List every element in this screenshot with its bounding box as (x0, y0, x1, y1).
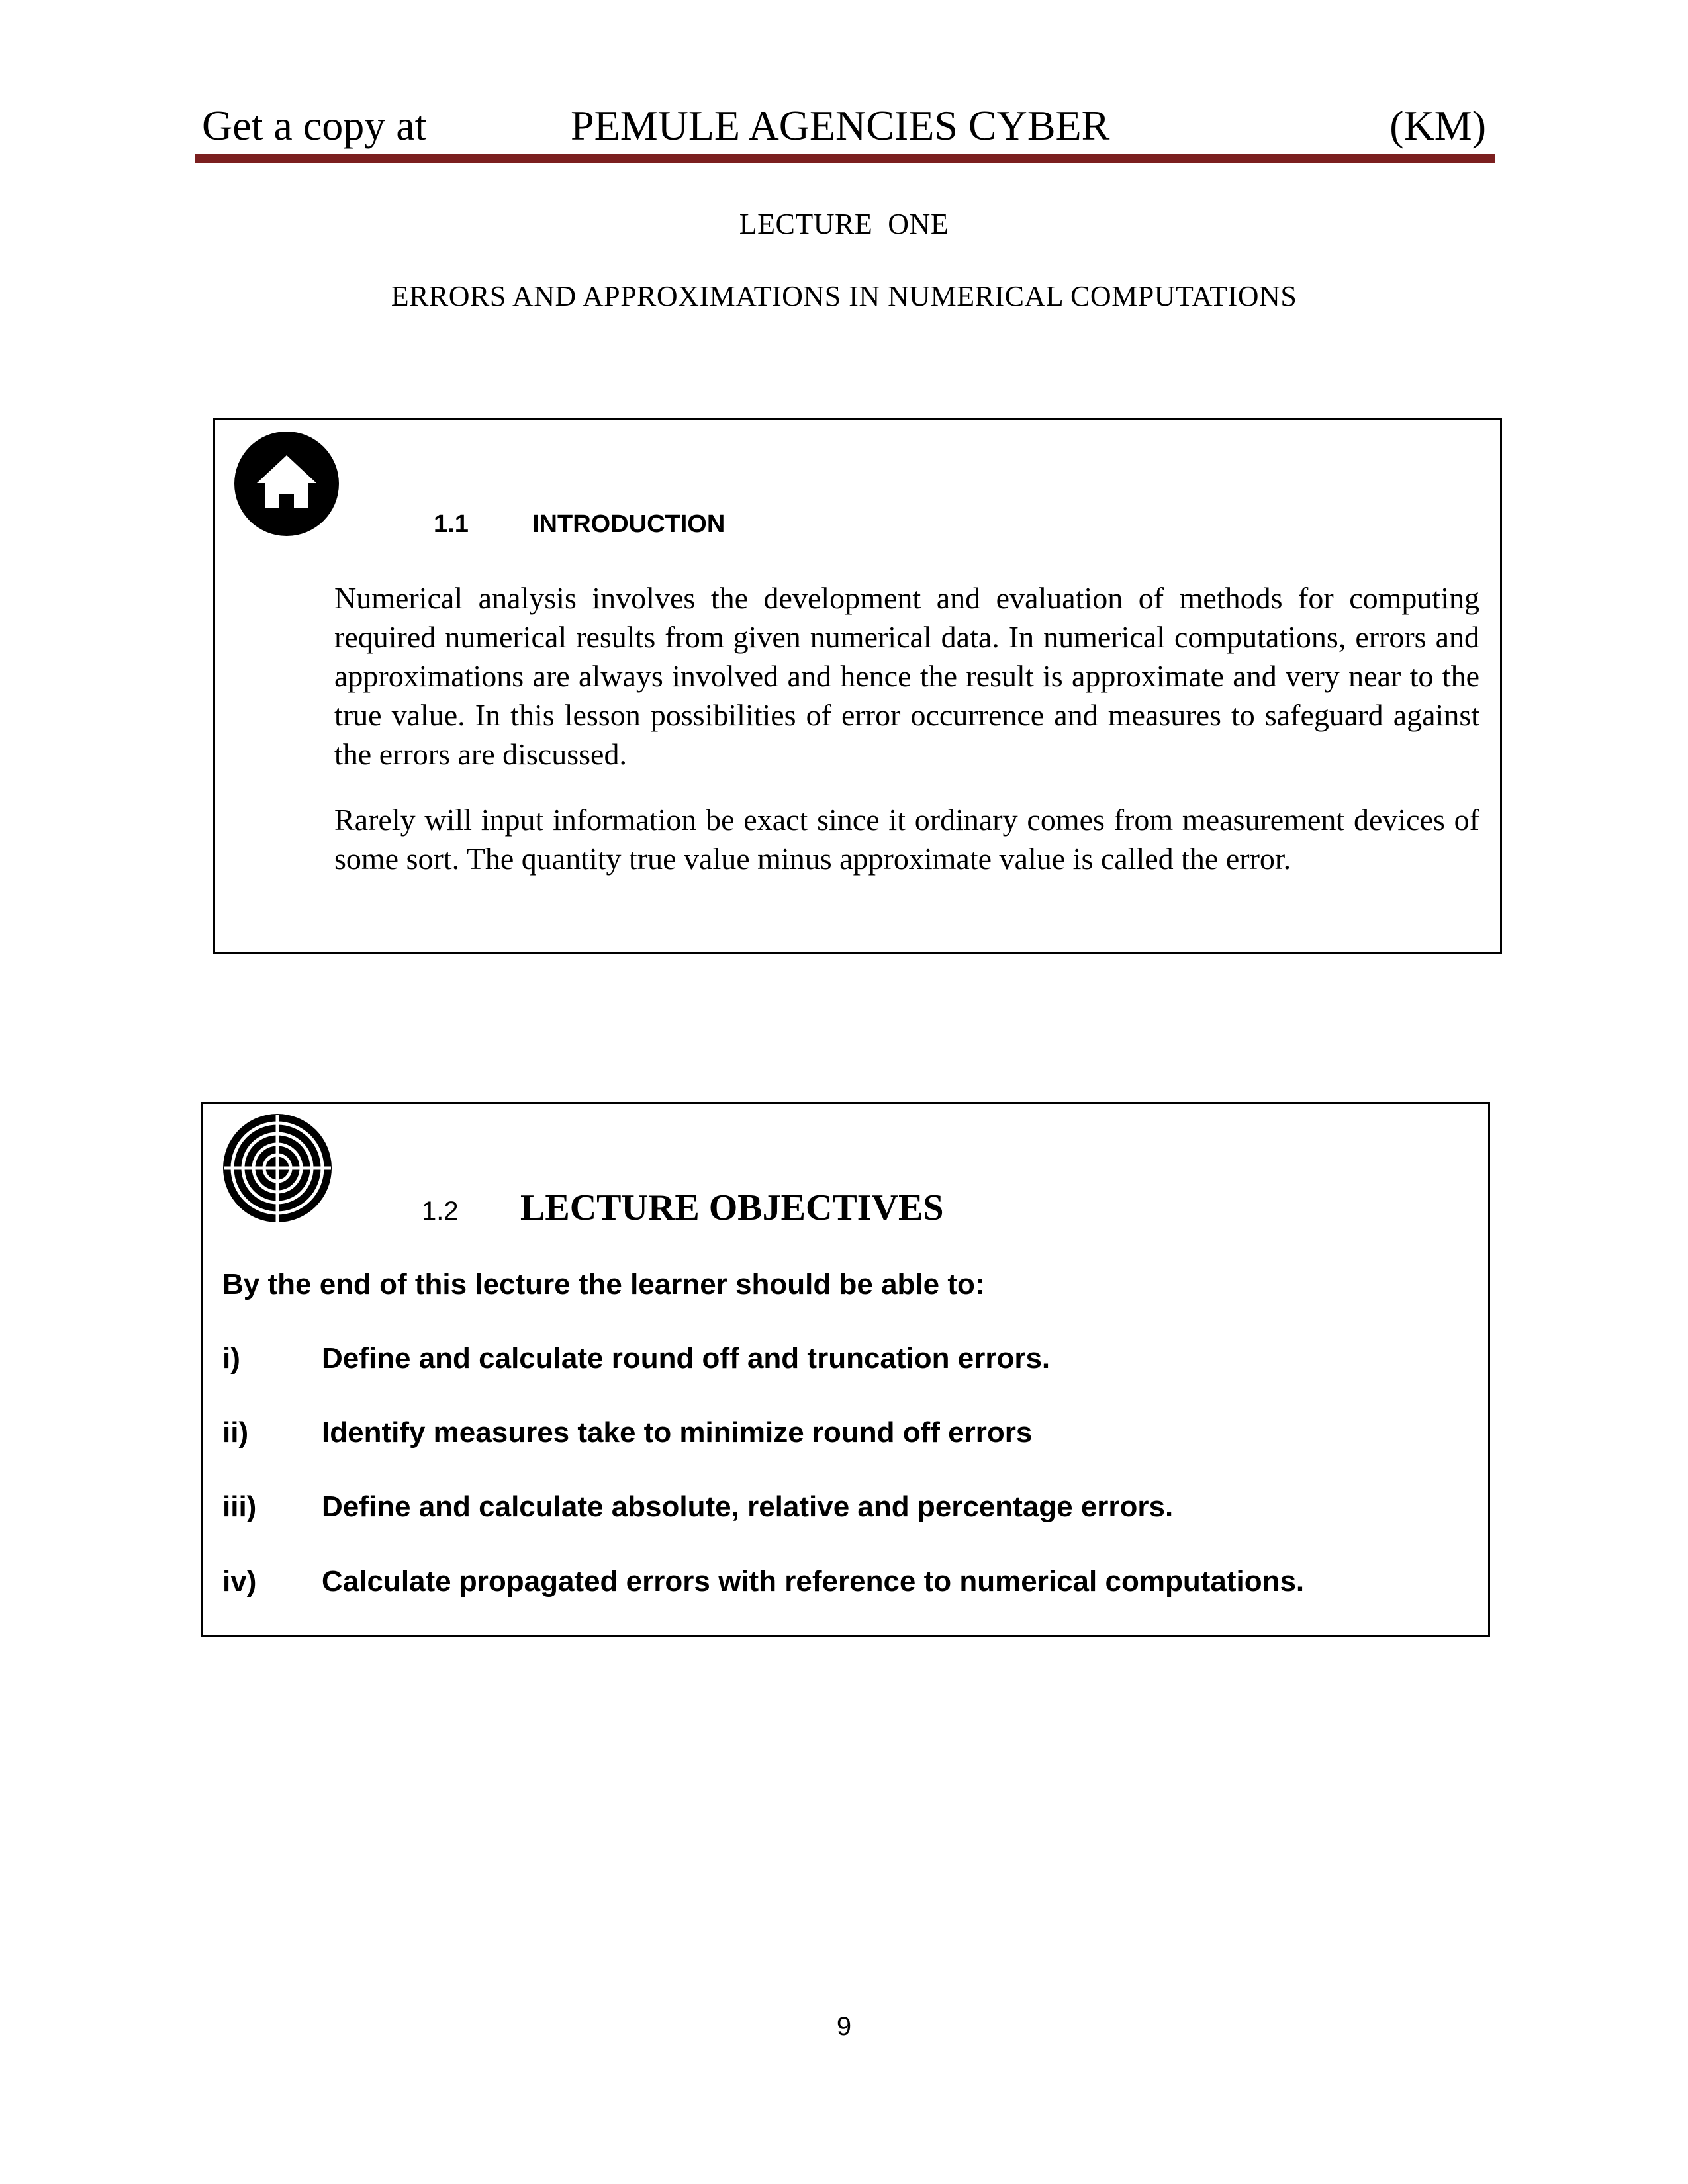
home-icon (234, 432, 339, 536)
header-rule-thick (195, 156, 1495, 163)
objectives-heading: LECTURE OBJECTIVES (520, 1187, 944, 1228)
introduction-paragraph: Rarely will input information be exact since it ordinary comes from measurement devices of some sort. The quantity true value minus approximate value is called the error. (334, 803, 1479, 876)
objective-label: i) (222, 1342, 240, 1375)
objective-text: Define and calculate round off and truncation errors. (322, 1342, 1051, 1375)
introduction-heading: INTRODUCTION (532, 510, 726, 538)
introduction-number: 1.1 (434, 510, 469, 538)
page-number: 9 (836, 2012, 852, 2041)
header-right-text: (KM) (1389, 102, 1486, 149)
header-title: PEMULE AGENCIES CYBER (571, 102, 1110, 149)
target-icon (222, 1113, 332, 1223)
lecture-title: LECTURE ONE (739, 208, 949, 240)
objectives-intro: By the end of this lecture the learner should be able to: (222, 1268, 985, 1300)
introduction-paragraph: Numerical analysis involves the development and evaluation of methods for computing required numerical results from given numerical data. In numerical computations, errors and approximations are always involved and hence the result is approximate and very near to the true value. In this lesson possibilities of error occurrence and measures to safeguard against the errors are discussed. (334, 581, 1479, 771)
objective-label: iii) (222, 1490, 257, 1523)
lecture-topic: ERRORS AND APPROXIMATIONS IN NUMERICAL COMPUTATIONS (391, 280, 1297, 312)
objectives-number: 1.2 (422, 1197, 459, 1226)
objective-text: Define and calculate absolute, relative and percentage errors. (322, 1490, 1174, 1523)
objective-label: ii) (222, 1416, 249, 1449)
objective-text: Calculate propagated errors with reference to numerical computations. (322, 1565, 1305, 1598)
objective-text: Identify measures take to minimize round off errors (322, 1416, 1033, 1449)
objective-label: iv) (222, 1565, 257, 1598)
header-left-text: Get a copy at (202, 102, 427, 149)
